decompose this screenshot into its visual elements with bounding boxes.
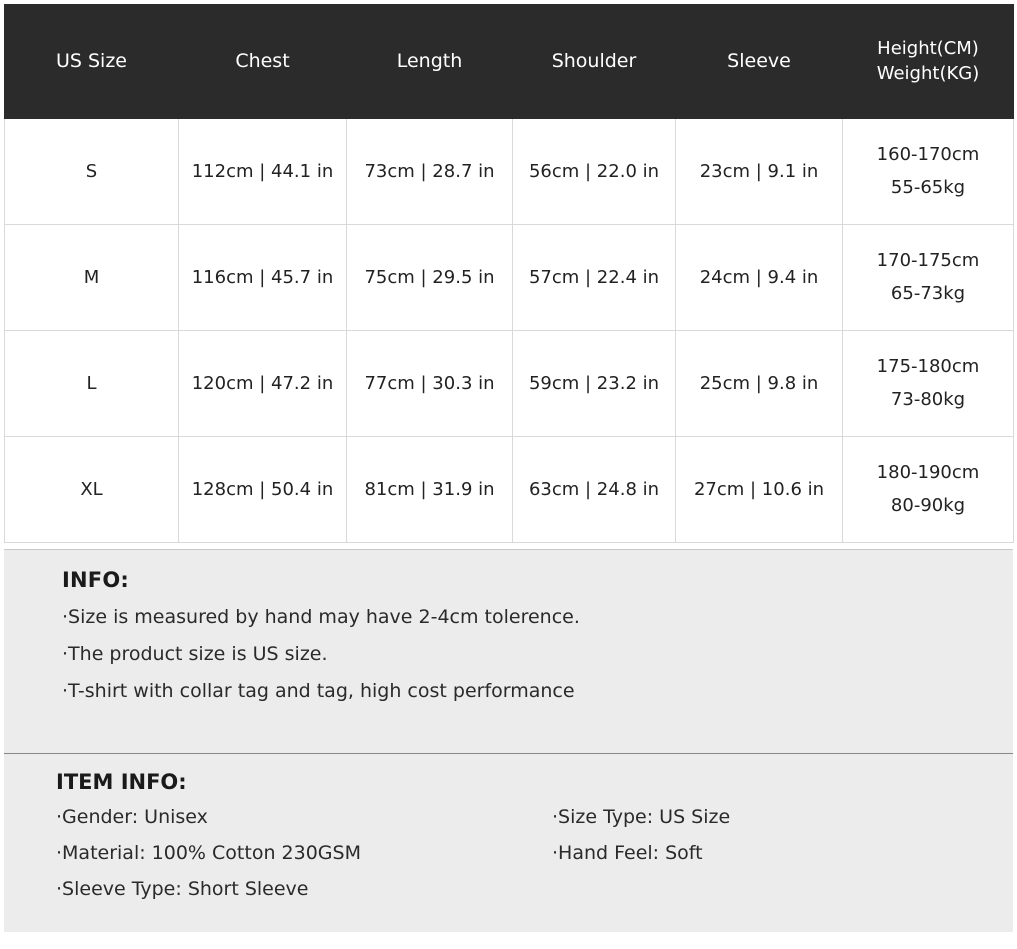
- cell-us-size: XL: [5, 437, 179, 543]
- cell-shoulder: 59cm | 23.2 in: [513, 331, 676, 437]
- cell-shoulder: 63cm | 24.8 in: [513, 437, 676, 543]
- cell-weight: 73-80kg: [890, 388, 966, 410]
- cell-sleeve: 25cm | 9.8 in: [676, 331, 843, 437]
- cell-sleeve: 23cm | 9.1 in: [676, 119, 843, 225]
- column-header-height: Height(CM): [877, 38, 979, 60]
- info-line-collar-tag: ·T-shirt with collar tag and tag, high cost performance: [62, 679, 575, 702]
- cell-sleeve: 24cm | 9.4 in: [676, 225, 843, 331]
- cell-height: 180-190cm: [876, 462, 980, 484]
- cell-chest: 120cm | 47.2 in: [179, 331, 347, 437]
- info-panel: [4, 549, 1013, 754]
- item-line-size-type: ·Size Type: US Size: [552, 806, 731, 828]
- cell-length: 75cm | 29.5 in: [347, 225, 513, 331]
- size-chart-table: [4, 4, 1014, 543]
- item-line-material: ·Material: 100% Cotton 230GSM: [56, 842, 361, 864]
- table-row: [5, 331, 1014, 437]
- info-line-us-size: ·The product size is US size.: [62, 642, 328, 665]
- column-header-sleeve: Sleeve: [676, 5, 843, 119]
- table-row: [5, 437, 1014, 543]
- info-line-tolerance: ·Size is measured by hand may have 2-4cm tolerence.: [62, 606, 580, 628]
- cell-us-size: S: [5, 119, 179, 225]
- cell-chest: 112cm | 44.1 in: [179, 119, 347, 225]
- item-line-gender: ·Gender: Unisex: [56, 806, 208, 828]
- column-header-length: Length: [347, 5, 513, 119]
- item-info-title: ITEM INFO:: [56, 770, 187, 794]
- cell-height: 160-170cm: [876, 144, 980, 166]
- cell-shoulder: 56cm | 22.0 in: [513, 119, 676, 225]
- cell-sleeve: 27cm | 10.6 in: [676, 437, 843, 543]
- item-line-sleeve-type: ·Sleeve Type: Short Sleeve: [56, 878, 309, 900]
- cell-length: 81cm | 31.9 in: [347, 437, 513, 543]
- item-info-right-column: [552, 808, 730, 880]
- cell-us-size: L: [5, 331, 179, 437]
- column-header-height-weight: [843, 5, 1014, 119]
- column-header-chest: Chest: [179, 5, 347, 119]
- cell-length: 77cm | 30.3 in: [347, 331, 513, 437]
- cell-height-weight: [843, 225, 1014, 331]
- cell-length: 73cm | 28.7 in: [347, 119, 513, 225]
- cell-weight: 55-65kg: [890, 176, 966, 198]
- cell-chest: 116cm | 45.7 in: [179, 225, 347, 331]
- cell-weight: 65-73kg: [890, 282, 966, 304]
- table-header-row: [5, 5, 1014, 119]
- item-line-hand-feel: ·Hand Feel: Soft: [552, 842, 703, 864]
- column-header-shoulder: Shoulder: [513, 5, 676, 119]
- table-row: [5, 119, 1014, 225]
- info-title: INFO:: [62, 568, 129, 592]
- size-chart-page: [0, 4, 1017, 949]
- cell-height-weight: [843, 331, 1014, 437]
- column-header-weight: Weight(KG): [876, 62, 980, 84]
- cell-height: 170-175cm: [876, 250, 980, 272]
- item-info-columns: [56, 808, 1013, 899]
- table-row: [5, 225, 1014, 331]
- item-info-left-column: [56, 808, 536, 899]
- cell-chest: 128cm | 50.4 in: [179, 437, 347, 543]
- cell-height-weight: [843, 437, 1014, 543]
- column-header-us-size: US Size: [5, 5, 179, 119]
- cell-shoulder: 57cm | 22.4 in: [513, 225, 676, 331]
- item-info-panel: [4, 754, 1013, 932]
- cell-weight: 80-90kg: [890, 494, 966, 516]
- cell-us-size: M: [5, 225, 179, 331]
- cell-height-weight: [843, 119, 1014, 225]
- cell-height: 175-180cm: [876, 356, 980, 378]
